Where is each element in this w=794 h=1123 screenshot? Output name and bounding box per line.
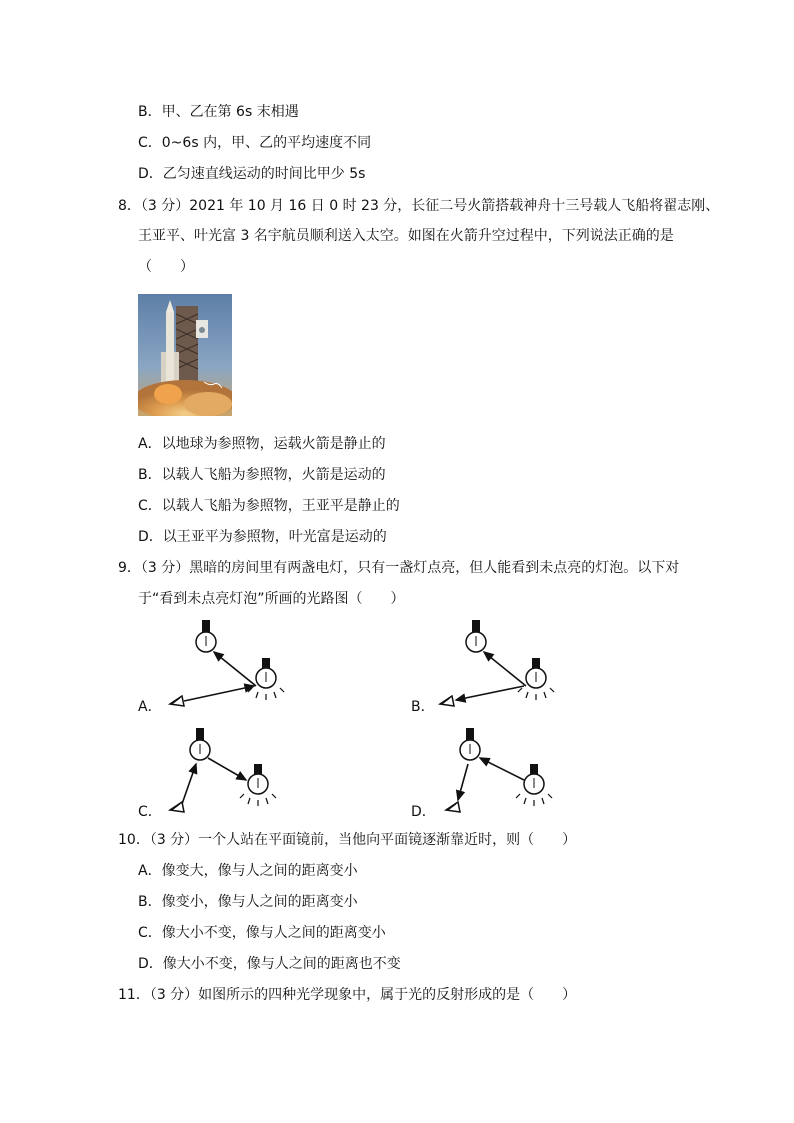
q8-stem-line2: 王亚平、叶光富 3 名宇航员顺利送入太空。如图在火箭升空过程中，下列说法正确的是 <box>138 228 674 244</box>
eye-icon <box>446 802 460 812</box>
q8-option-b: B．以载人飞船为参照物，火箭是运动的 <box>138 467 386 483</box>
q8-option-c: C．以载人飞船为参照物，王亚平是静止的 <box>138 498 400 514</box>
q7-option-b: B．甲、乙在第 6s 末相遇 <box>138 104 299 120</box>
q10-option-d: D．像大小不变，像与人之间的距离也不变 <box>138 956 401 972</box>
unlit-bulb-icon <box>466 620 486 652</box>
lit-bulb-icon <box>518 658 554 700</box>
q9-option-a-label: A． <box>138 699 162 715</box>
q8-stem-line3: （ ） <box>138 259 194 275</box>
unlit-bulb-icon <box>190 728 210 760</box>
q10-option-b: B．像变小，像与人之间的距离变小 <box>138 894 358 910</box>
q9-diagram-d <box>430 722 570 822</box>
q10-stem: 10．（3 分）一个人站在平面镜前，当他向平面镜逐渐靠近时，则（ ） <box>118 832 577 848</box>
q10-option-c: C．像大小不变，像与人之间的距离变小 <box>138 925 386 941</box>
lit-bulb-icon <box>240 764 276 806</box>
lit-bulb-icon <box>516 764 552 806</box>
rocket-launch-photo <box>138 294 232 416</box>
q9-diagram-c <box>160 722 300 822</box>
unlit-bulb-icon <box>460 728 480 760</box>
q11-stem: 11．（3 分）如图所示的四种光学现象中，属于光的反射形成的是（ ） <box>118 987 577 1003</box>
q9-option-c-label: C． <box>138 804 162 820</box>
q9-stem-line2: 于“看到未点亮灯泡”所画的光路图（ ） <box>138 591 405 607</box>
unlit-bulb-icon <box>196 620 216 652</box>
q8-stem-line1: 8．（3 分）2021 年 10 月 16 日 0 时 23 分，长征二号火箭搭载神舟十三号载人飞船将翟志刚、 <box>118 198 720 214</box>
q9-option-d-label: D． <box>411 804 436 820</box>
q7-option-c: C．0~6s 内，甲、乙的平均速度不同 <box>138 135 372 151</box>
q10-option-a: A．像变大，像与人之间的距离变小 <box>138 863 358 879</box>
q9-stem-line1: 9．（3 分）黑暗的房间里有两盏电灯，只有一盏灯点亮，但人能看到未点亮的灯泡。以下对 <box>118 560 680 576</box>
q8-option-d: D．以王亚平为参照物，叶光富是运动的 <box>138 529 387 545</box>
eye-icon <box>440 696 454 706</box>
q9-diagram-b <box>430 616 570 716</box>
q9-option-b-label: B． <box>411 699 435 715</box>
eye-icon <box>170 696 184 706</box>
q8-option-a: A．以地球为参照物，运载火箭是静止的 <box>138 436 386 452</box>
q9-diagram-a <box>160 616 300 716</box>
lit-bulb-icon <box>248 658 284 700</box>
q7-option-d: D．乙匀速直线运动的时间比甲少 5s <box>138 166 366 182</box>
